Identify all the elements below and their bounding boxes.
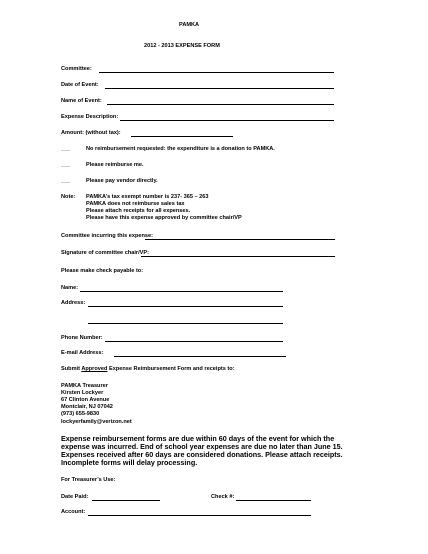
payee-address-label: Address: — [61, 300, 86, 306]
treasurer-email: lockyerfamily@verizon.net — [61, 419, 132, 425]
payee-heading: Please make check payable to: — [61, 268, 144, 274]
committee-field[interactable] — [99, 72, 334, 73]
name-of-event-field[interactable] — [107, 104, 334, 105]
committee-label: Committee: — [61, 66, 92, 72]
treasurer-line: Kirsten Lockyer — [61, 390, 104, 396]
amount-field[interactable] — [131, 136, 233, 137]
account-field[interactable] — [88, 515, 311, 516]
note-line: Please have this expense approved by committee chair/VP — [86, 215, 242, 221]
payee-phone-label: Phone Number: — [61, 335, 103, 341]
donation-option-label: No reimbursement requested: the expenditure is a donation to PAMKA. — [86, 146, 275, 152]
payee-address-field-2[interactable] — [88, 323, 283, 324]
treasurer-use-heading: For Treasurer’s Use: — [61, 477, 116, 483]
payee-name-label: Name: — [61, 285, 79, 291]
treasurer-line: (973) 655-9830 — [61, 411, 100, 417]
check-number-label: Check #: — [211, 494, 235, 500]
note-label: Note: — [61, 194, 76, 200]
expense-description-label: Expense Description: — [61, 114, 119, 120]
deadline-line: Incomplete forms will delay processing. — [61, 458, 198, 467]
date-of-event-field[interactable] — [105, 88, 334, 89]
date-paid-field[interactable] — [92, 500, 160, 501]
pay-vendor-checkbox[interactable]: ___ — [61, 178, 71, 184]
pay-vendor-option-label: Please pay vendor directly. — [86, 178, 158, 184]
form-title: 2012 - 2013 EXPENSE FORM — [144, 43, 220, 49]
payee-email-label: E-mail Address: — [61, 350, 104, 356]
committee-incurring-field[interactable] — [145, 239, 335, 240]
treasurer-line: 67 Clinton Avenue — [61, 397, 110, 403]
donation-checkbox[interactable]: ___ — [61, 146, 71, 152]
org-title: PAMKA — [179, 22, 200, 28]
deadline-line: expense was incurred. End of school year expenses are due no later than June 15. — [61, 442, 343, 451]
deadline-line: Expenses received after 60 days are considered donations. Please attach receipts. — [61, 450, 343, 459]
check-number-field[interactable] — [236, 500, 311, 501]
treasurer-line: Montclair, NJ 07042 — [61, 404, 113, 410]
account-label: Account: — [61, 509, 86, 515]
submit-instructions: Submit Approved Expense Reimbursement Form and receipts to: — [61, 366, 235, 372]
reimburse-checkbox[interactable]: ___ — [61, 162, 71, 168]
payee-email-field[interactable] — [114, 356, 286, 357]
amount-label: Amount: (without tax): — [61, 130, 121, 136]
reimburse-option-label: Please reimburse me. — [86, 162, 144, 168]
payee-phone-field[interactable] — [105, 341, 283, 342]
date-of-event-label: Date of Event: — [61, 82, 99, 88]
treasurer-line: PAMKA Treasurer — [61, 383, 108, 389]
note-line: Please attach receipts for all expenses. — [86, 208, 191, 214]
deadline-line: Expense reimbursement forms are due within 60 days of the event for which the — [61, 434, 335, 443]
date-paid-label: Date Paid: — [61, 494, 89, 500]
signature-field[interactable] — [141, 256, 335, 257]
note-line: PAMKA’s tax exempt number is 237- 365 – 263 — [86, 194, 209, 200]
committee-incurring-label: Committee incurring this expense: — [61, 233, 154, 239]
payee-name-field[interactable] — [80, 291, 283, 292]
expense-description-field[interactable] — [120, 120, 334, 121]
note-line: PAMKA does not reimburse sales tax — [86, 201, 185, 207]
name-of-event-label: Name of Event: — [61, 98, 102, 104]
payee-address-field[interactable] — [88, 306, 283, 307]
signature-label: Signature of committee chair/VP: — [61, 250, 149, 256]
